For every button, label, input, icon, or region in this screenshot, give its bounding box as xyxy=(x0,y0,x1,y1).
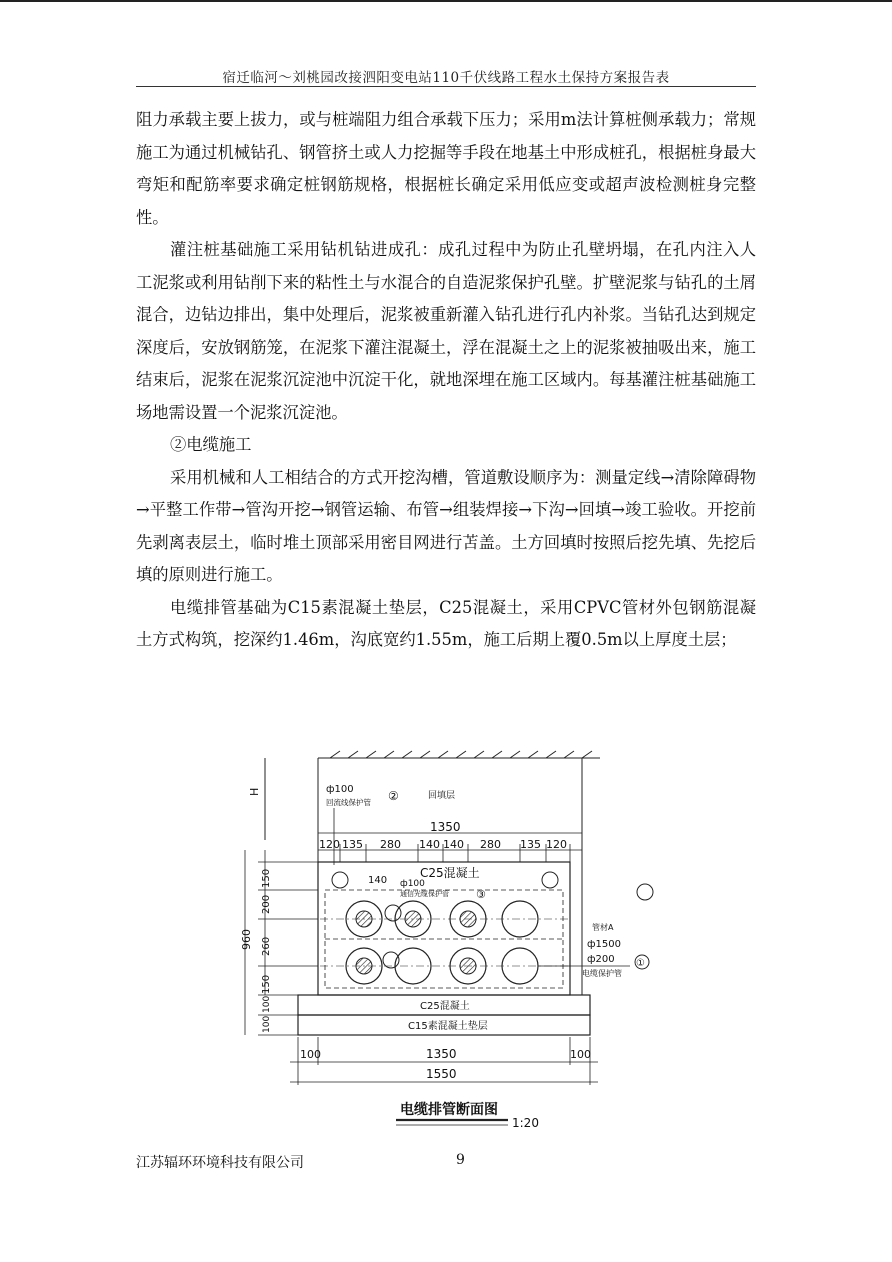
backflow-pipe-left xyxy=(332,872,348,888)
v150a-label: 150 xyxy=(261,868,272,888)
circled-2-label: ② xyxy=(388,789,399,803)
circled-3-label: ③ xyxy=(476,888,486,901)
v200-label: 200 xyxy=(261,894,272,914)
body-text xyxy=(136,104,756,657)
top-width-1350-label: 1350 xyxy=(430,820,461,834)
dim-280-left: 280 xyxy=(380,838,401,851)
paragraph-cast-pile: 灌注桩基础施工采用钻机钻进成孔：成孔过程中为防止孔壁坍塌，在孔内注入人工泥浆或利用钻削下来的粘性土与水混合的自造泥浆保护孔壁。扩壁泥浆与钻孔的土屑混合，边钻边排出，集中处理后，泥浆被重新灌入钻孔进行孔内补浆。当钻孔达到规定深度后，安放钢筋笼，在泥浆下灌注混凝土，浮在混凝土之上的泥浆被抽吸出来，施工结束后，泥浆在泥浆沉淀池中沉淀干化，就地深埋在施工区域内。每基灌注桩基础施工场地需设置一个泥浆沉淀池。 xyxy=(136,240,756,422)
figure-scale: 1:20 xyxy=(512,1116,539,1130)
pipe-spacing-label: 管材A xyxy=(592,923,614,932)
comm-pipe-label: 通信光缆保护管 xyxy=(400,890,449,898)
paragraph-duct-foundation: 电缆排管基础为C15素混凝土垫层，C25混凝土，采用CPVC管材外包钢筋混凝土方式构筑，挖深约1.46m，沟底宽约1.55m，施工后期上覆0.5m以上厚度土层； xyxy=(136,597,756,649)
backfill-label: 回填层 xyxy=(428,791,456,801)
left-vertical-dims xyxy=(245,850,318,1035)
phi100-mid-label: ф100 xyxy=(400,879,425,889)
c25-duct-block xyxy=(318,862,570,995)
height-960-label: 960 xyxy=(240,929,253,950)
section-drawing-svg xyxy=(230,740,670,1140)
backflow-pipe-right xyxy=(542,872,558,888)
h-label: H xyxy=(248,787,261,796)
d140-label: 140 xyxy=(368,875,388,886)
dim-135-left: 135 xyxy=(342,838,363,851)
dim-120-left: 120 xyxy=(319,838,340,851)
ground-surface xyxy=(318,751,600,758)
dim-140-right: 140 xyxy=(443,838,464,851)
bottom-1550-label: 1550 xyxy=(426,1067,457,1081)
page-top-border xyxy=(0,0,892,2)
phi100-top-label: ф100 xyxy=(326,784,354,795)
dim-120-right: 120 xyxy=(546,838,567,851)
bottom-100-right-label: 100 xyxy=(570,1048,591,1061)
phi200-label: ф200 xyxy=(587,954,615,965)
footer-company: 江苏辐环环境科技有限公司 xyxy=(136,1155,304,1171)
dim-140-left: 140 xyxy=(419,838,440,851)
paragraph-pile-bearing: 阻力承载主要上拔力，或与桩端阻力组合承载下压力；采用m法计算桩侧承载力；常规施工为通过机械钻孔、钢管挤土或人力挖掘等手段在地基土中形成桩孔，根据桩身最大弯矩和配筋率要求确定桩钢筋规格，根据桩长确定采用低应变或超声波检测桩身完整性。 xyxy=(136,110,756,227)
v150b-label: 150 xyxy=(261,974,272,994)
section-heading-cable: ②电缆施工 xyxy=(170,435,252,454)
c25-base-label: C25混凝土 xyxy=(420,1001,470,1012)
circled-1-label: ① xyxy=(636,958,645,969)
v260-label: 260 xyxy=(261,936,272,956)
c25-top-label: C25混凝土 xyxy=(420,866,480,880)
phi1500-label: ф1500 xyxy=(587,939,621,950)
header-rule xyxy=(136,86,756,87)
v100a-label: 100 xyxy=(262,995,272,1013)
v100b-label: 100 xyxy=(262,1015,272,1033)
dim-280-right: 280 xyxy=(480,838,501,851)
dim-135-right: 135 xyxy=(520,838,541,851)
c15-base-label: C15素混凝土垫层 xyxy=(408,1021,488,1032)
bottom-100-left-label: 100 xyxy=(300,1048,321,1061)
page-number: 9 xyxy=(456,1152,465,1168)
reference-circle xyxy=(637,884,653,900)
figure-caption: 电缆排管断面图 xyxy=(400,1102,498,1118)
cable-pipe-label: 电缆保护管 xyxy=(582,969,622,978)
running-header: 宿迁临河～刘桃园改接泗阳变电站110千伏线路工程水土保持方案报告表 xyxy=(222,70,670,86)
bottom-1350-label: 1350 xyxy=(426,1047,457,1061)
backflow-pipe-label: 回流线保护管 xyxy=(326,798,371,807)
cable-duct-section-drawing xyxy=(230,740,670,1140)
paragraph-trench-method: 采用机械和人工相结合的方式开挖沟槽，管道敷设顺序为：测量定线→清除障碍物→平整工作带→管沟开挖→钢管运输、布管→组装焊接→下沟→回填→竣工验收。开挖前先剥离表层土，临时堆土顶部采用密目网进行苫盖。土方回填时按照后挖先填、先挖后填的原则进行施工。 xyxy=(136,467,756,584)
pipe-centerlines xyxy=(320,919,570,966)
